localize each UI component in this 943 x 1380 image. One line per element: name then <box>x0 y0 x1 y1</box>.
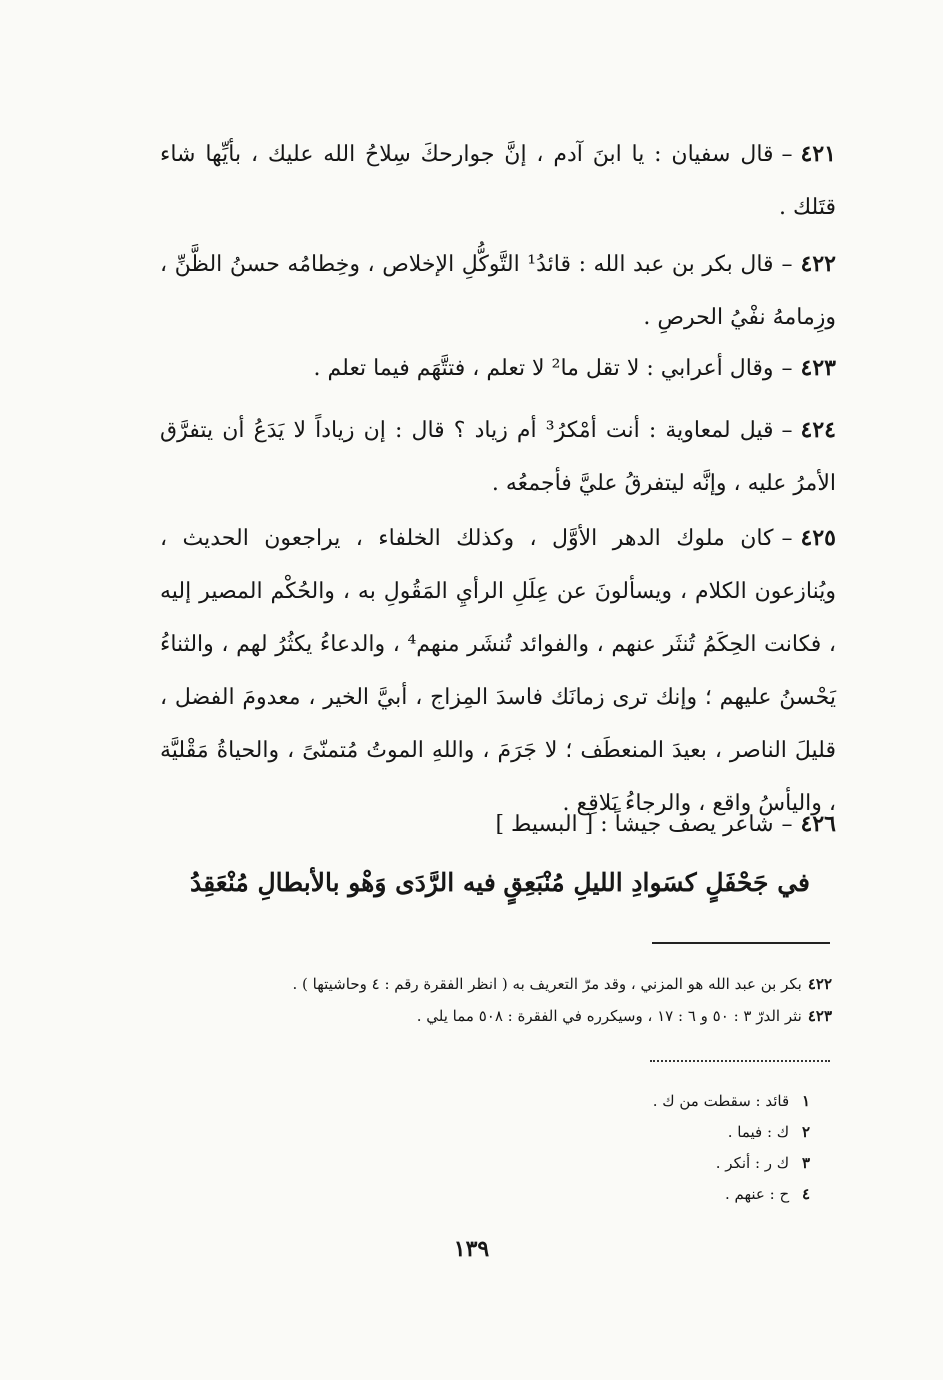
variant-note-text: قائد : سقطت من ك . <box>652 1092 790 1110</box>
variant-note-number: ٤ <box>801 1185 810 1203</box>
paragraph-number: ٤٢٦ <box>800 811 836 837</box>
paragraph-text: قيل لمعاوية : أنت أمْكرُ³ أم زياد ؟ قال : إن زياداً لا يَدَعُ أن يتفرَّق الأمرُ عليه ، وإنَّه ليتفرقُ عليَّ فأجمعُه . <box>160 418 836 496</box>
footnote-number: ٤٢٢ <box>807 975 832 993</box>
paragraph-422 <box>160 238 836 344</box>
paragraph-424 <box>160 404 836 510</box>
paragraph-number: ٤٢٣ <box>800 355 836 381</box>
dash-separator: – <box>781 812 793 837</box>
variant-note-number: ١ <box>801 1092 810 1110</box>
variant-notes-divider <box>650 1060 830 1062</box>
dash-separator: – <box>781 142 793 167</box>
variant-note-3 <box>560 1148 810 1179</box>
paragraph-number: ٤٢٤ <box>800 417 836 443</box>
footnote-number: ٤٢٣ <box>807 1007 832 1025</box>
variant-note-number: ٢ <box>801 1123 810 1141</box>
variant-note-2 <box>560 1117 810 1148</box>
paragraph-421 <box>160 128 836 234</box>
paragraph-number: ٤٢٥ <box>800 525 836 551</box>
paragraph-text: كان ملوك الدهر الأوَّل ، وكذلك الخلفاء ، يراجعون الحديث ، ويُنازعون الكلام ، ويسألونَ عن عِلَلِ الرأيِ المَقُولِ به ، والحُكْم المصير إليه ، فكانت الحِكَمُ تُنثَر عنهم ، والفوائد تُنشَر منهم⁴ ، والدعاءُ يكثُرُ لهم ، والثناءُ يَحْسنُ عليهم ؛ وإنك ترى زمانَك فاسدَ المِزاج ، أبيَّ الخير ، معدومَ الفضل ، قليلَ الناصر ، بعيدَ المنعطَف ؛ لا جَرَمَ ، واللهِ الموتُ مُتمنّىً ، والحياةُ مَقْليَّة ، واليأسُ واقع ، والرجاءُ بَلاقِع . <box>160 526 836 816</box>
paragraph-number: ٤٢١ <box>800 141 836 167</box>
variant-note-text: ك : فيما . <box>727 1123 790 1141</box>
paragraph-425 <box>160 512 836 830</box>
footnote-422 <box>160 968 832 1000</box>
verse-first-hemistich: في جَحْفَلٍ كسَوادِ الليلِ مُنْبَعِقٍ <box>503 868 810 897</box>
paragraph-text: شاعر يصف جيشاً : [ البسيط ] <box>495 812 774 837</box>
poem-verse <box>190 858 810 908</box>
dash-separator: – <box>781 526 793 551</box>
paragraph-text: قال سفيان : يا ابنَ آدم ، إنَّ جوارحكَ سِلاحُ الله عليك ، بأيِّها شاء قتَلك . <box>160 142 836 220</box>
paragraph-number: ٤٢٢ <box>800 251 836 277</box>
verse-second-hemistich: فيه الرَّدَى وَهْو بالأبطالِ مُنْعَقِدُ <box>190 868 496 897</box>
dash-separator: – <box>781 252 793 277</box>
paragraph-text: قال بكر بن عبد الله : قائدُ¹ التَّوكُّلِ الإخلاص ، وخِطامُه حسنُ الظَّنِّ ، وزِمامهُ نفْيُ الحرصِ . <box>160 252 836 330</box>
dash-separator: – <box>781 418 793 443</box>
variant-note-1 <box>560 1086 810 1117</box>
footnote-divider <box>652 942 830 944</box>
variant-note-text: ك ر : أنكر . <box>715 1154 790 1172</box>
variant-note-4 <box>560 1179 810 1210</box>
dash-separator: – <box>781 356 793 381</box>
footnote-text: نثر الدرّ ٣ : ٥٠ و ٦ : ١٧ ، وسيكرره في الفقرة : ٥٠٨ مما يلي . <box>416 1007 802 1025</box>
variant-note-text: ح : عنهم . <box>724 1185 790 1203</box>
paragraph-423 <box>160 342 836 395</box>
page-number: ١٣٩ <box>453 1236 490 1262</box>
paragraph-426 <box>160 798 836 851</box>
footnote-423 <box>160 1000 832 1032</box>
footnote-text: بكر بن عبد الله هو المزني ، وقد مرّ التعريف به ( انظر الفقرة رقم : ٤ وحاشيتها ) . <box>292 975 802 993</box>
variant-note-number: ٣ <box>801 1154 810 1172</box>
paragraph-text: وقال أعرابي : لا تقل ما² لا تعلم ، فتتَّهَم فيما تعلم . <box>313 356 774 381</box>
